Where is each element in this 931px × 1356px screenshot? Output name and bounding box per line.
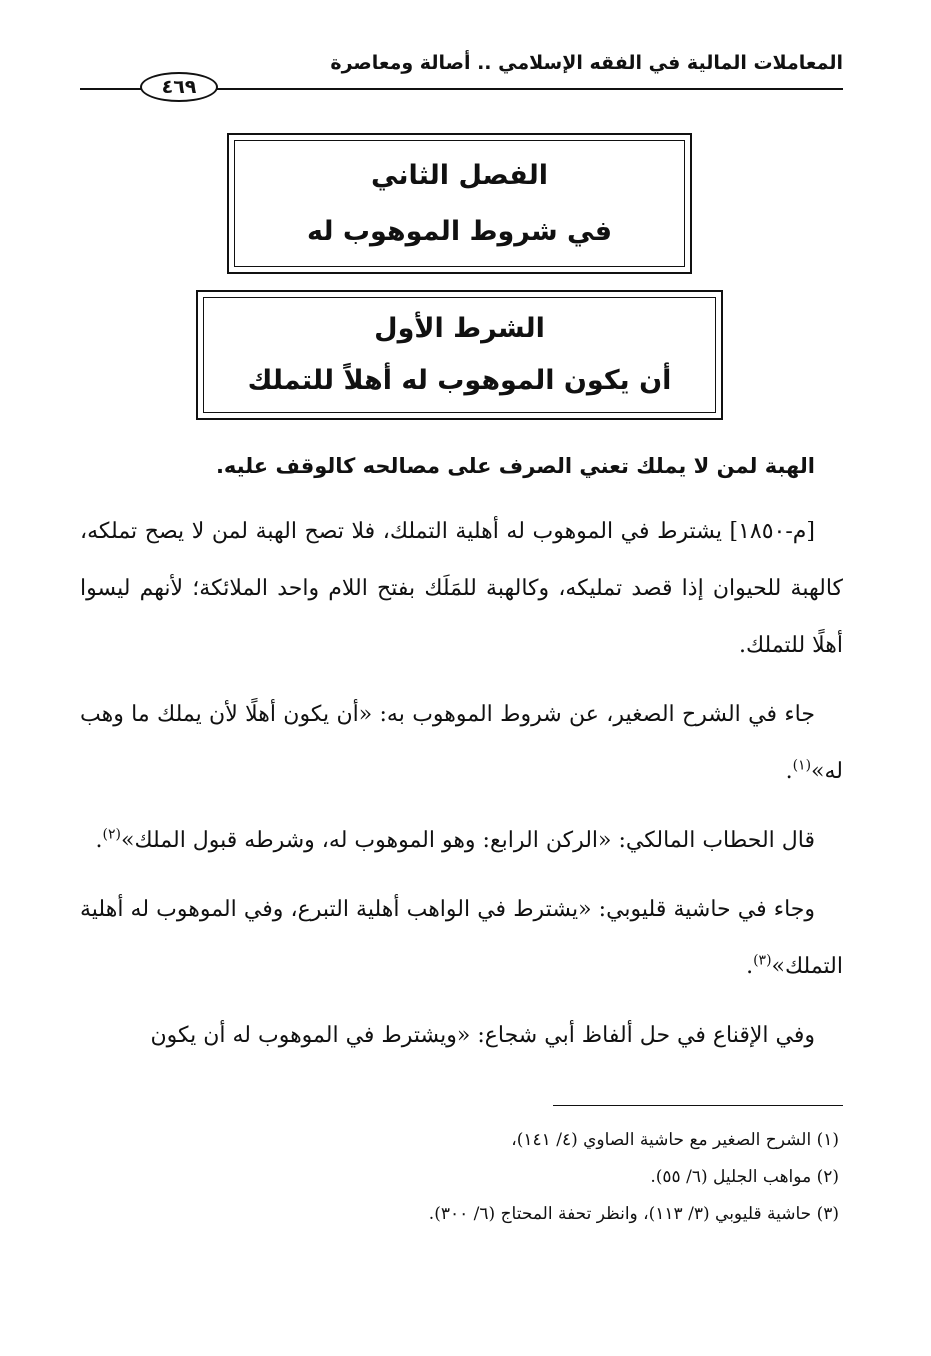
paragraph-3-text: قال الحطاب المالكي: «الركن الرابع: وهو الموهوب له، وشرطه قبول الملك»: [121, 828, 815, 853]
paragraph-5: وفي الإقناع في حل ألفاظ أبي شجاع: «ويشترط في الموهوب له أن يكون: [150, 1023, 815, 1048]
paragraph-4-text: وجاء في حاشية قليوبي: «يشترط في الواهب أهلية التبرع، وفي الموهوب له أهلية التملك»: [80, 897, 843, 979]
running-header-title: المعاملات المالية في الفقه الإسلامي .. أصالة ومعاصرة: [330, 52, 843, 74]
body-text: [80, 438, 843, 1076]
footnote-rule: [553, 1105, 843, 1106]
footnotes: [300, 1122, 839, 1233]
footnote-3: (٣) حاشية قليوبي (٣/ ١١٣)، وانظر تحفة المحتاج (٦/ ٣٠٠).: [428, 1204, 839, 1224]
footnote-ref-1: (١): [792, 757, 812, 774]
paragraph-3: [80, 812, 843, 869]
page-number: ٤٦٩: [140, 72, 218, 102]
footnote-ref-3: (٣): [753, 952, 772, 969]
chapter-title-box: [227, 133, 692, 274]
section-title: الشرط الأول: [374, 313, 545, 344]
paragraph-2: [80, 686, 843, 800]
paragraph-3-end: .: [95, 828, 103, 853]
paragraph-2-end: .: [785, 759, 793, 784]
footnote-2: (٢) مواهب الجليل (٦/ ٥٥).: [650, 1167, 839, 1187]
footnote-ref-2: (٢): [102, 826, 121, 843]
section-title-inner: [203, 297, 716, 413]
chapter-subtitle: في شروط الموهوب له: [306, 215, 613, 247]
paragraph-4-end: .: [746, 954, 754, 979]
section-subtitle: أن يكون الموهوب له أهلاً للتملك: [247, 365, 672, 396]
section-title-box: [196, 290, 723, 420]
chapter-title-inner: [234, 140, 685, 267]
paragraph-1: [م-١٨٥٠] يشترط في الموهوب له أهلية التملك، فلا تصح الهبة لمن لا يصح تملكه، كالهبة للحيوان إذا قصد تمليكه، وكالهبة للمَلَك بفتح اللام واحد الملائكة؛ لأنهم ليسوا أهلًا للتملك.: [80, 519, 843, 658]
chapter-title: الفصل الثاني: [371, 159, 548, 191]
paragraph-4: [80, 881, 843, 995]
lead-paragraph: الهبة لمن لا يملك تعني الصرف على مصالحه كالوقف عليه.: [215, 454, 815, 478]
footnote-1: (١) الشرح الصغير مع حاشية الصاوي (٤/ ١٤١)،: [511, 1130, 839, 1150]
paragraph-2-text: جاء في الشرح الصغير، عن شروط الموهوب به: «أن يكون أهلًا لأن يملك ما وهب له»: [80, 702, 843, 784]
